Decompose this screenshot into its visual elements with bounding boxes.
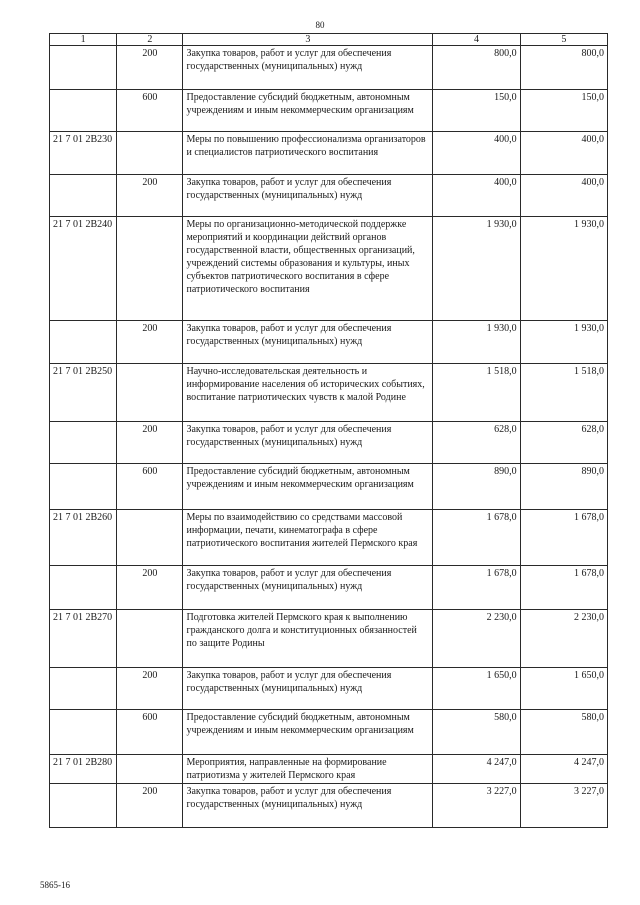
item-name: Меры по повышению профессионализма организаторов и специалистов патриотического воспитания <box>183 132 433 175</box>
target-article-code <box>50 566 117 610</box>
table-row <box>50 132 608 175</box>
amount-year-2: 2 230,0 <box>520 610 607 668</box>
amount-year-1: 3 227,0 <box>433 784 520 828</box>
page-number: 80 <box>315 20 325 30</box>
table-row <box>50 510 608 566</box>
amount-year-1: 2 230,0 <box>433 610 520 668</box>
target-article-code <box>50 46 117 90</box>
target-article-code <box>50 668 117 710</box>
target-article-code: 21 7 01 2В240 <box>50 217 117 321</box>
table-row <box>50 90 608 132</box>
amount-year-2: 580,0 <box>520 710 607 755</box>
target-article-code <box>50 710 117 755</box>
column-header: 1 <box>50 34 117 46</box>
target-article-code <box>50 175 117 217</box>
target-article-code <box>50 422 117 464</box>
expense-type-code: 200 <box>117 784 183 828</box>
table-row <box>50 422 608 464</box>
amount-year-1: 628,0 <box>433 422 520 464</box>
target-article-code <box>50 90 117 132</box>
item-name: Предоставление субсидий бюджетным, автономным учреждениям и иным некоммерческим организациям <box>183 464 433 510</box>
table-row <box>50 710 608 755</box>
amount-year-2: 150,0 <box>520 90 607 132</box>
amount-year-2: 4 247,0 <box>520 755 607 784</box>
document-code: 5865-16 <box>40 880 70 890</box>
item-name: Предоставление субсидий бюджетным, автономным учреждениям и иным некоммерческим организациям <box>183 710 433 755</box>
column-header: 2 <box>117 34 183 46</box>
table-row <box>50 321 608 364</box>
amount-year-2: 1 930,0 <box>520 217 607 321</box>
expense-type-code: 200 <box>117 668 183 710</box>
table-row <box>50 784 608 828</box>
table-row <box>50 566 608 610</box>
amount-year-1: 1 518,0 <box>433 364 520 422</box>
amount-year-1: 1 650,0 <box>433 668 520 710</box>
item-name: Закупка товаров, работ и услуг для обеспечения государственных (муниципальных) нужд <box>183 566 433 610</box>
amount-year-1: 1 930,0 <box>433 217 520 321</box>
amount-year-1: 4 247,0 <box>433 755 520 784</box>
expense-type-code <box>117 755 183 784</box>
amount-year-2: 1 650,0 <box>520 668 607 710</box>
expense-type-code: 200 <box>117 46 183 90</box>
amount-year-1: 400,0 <box>433 132 520 175</box>
expense-type-code: 600 <box>117 710 183 755</box>
amount-year-2: 400,0 <box>520 132 607 175</box>
amount-year-2: 1 518,0 <box>520 364 607 422</box>
item-name: Закупка товаров, работ и услуг для обеспечения государственных (муниципальных) нужд <box>183 46 433 90</box>
expense-type-code: 200 <box>117 566 183 610</box>
table-row <box>50 217 608 321</box>
expense-type-code <box>117 217 183 321</box>
amount-year-1: 400,0 <box>433 175 520 217</box>
amount-year-1: 800,0 <box>433 46 520 90</box>
table-row <box>50 46 608 90</box>
budget-table <box>49 33 608 828</box>
amount-year-1: 150,0 <box>433 90 520 132</box>
column-header: 4 <box>433 34 520 46</box>
item-name: Закупка товаров, работ и услуг для обеспечения государственных (муниципальных) нужд <box>183 422 433 464</box>
amount-year-2: 1 930,0 <box>520 321 607 364</box>
table-header <box>50 34 608 46</box>
target-article-code <box>50 784 117 828</box>
table-row <box>50 464 608 510</box>
table-body <box>50 46 608 828</box>
expense-type-code: 200 <box>117 175 183 217</box>
amount-year-2: 628,0 <box>520 422 607 464</box>
target-article-code: 21 7 01 2В260 <box>50 510 117 566</box>
item-name: Меры по организационно-методической поддержке мероприятий и координации действий органов государственной власти, общественных организаций, учреждений системы образования и культуры, иных субъектов патриотического воспитания в сфере патриотического воспитания <box>183 217 433 321</box>
target-article-code <box>50 464 117 510</box>
expense-type-code <box>117 132 183 175</box>
table-row <box>50 755 608 784</box>
target-article-code: 21 7 01 2В270 <box>50 610 117 668</box>
column-header: 5 <box>520 34 607 46</box>
expense-type-code: 600 <box>117 464 183 510</box>
item-name: Закупка товаров, работ и услуг для обеспечения государственных (муниципальных) нужд <box>183 321 433 364</box>
expense-type-code <box>117 610 183 668</box>
amount-year-1: 890,0 <box>433 464 520 510</box>
amount-year-2: 1 678,0 <box>520 566 607 610</box>
table-row <box>50 610 608 668</box>
target-article-code: 21 7 01 2В250 <box>50 364 117 422</box>
table-row <box>50 175 608 217</box>
amount-year-2: 890,0 <box>520 464 607 510</box>
item-name: Закупка товаров, работ и услуг для обеспечения государственных (муниципальных) нужд <box>183 668 433 710</box>
amount-year-1: 1 930,0 <box>433 321 520 364</box>
target-article-code: 21 7 01 2В230 <box>50 132 117 175</box>
expense-type-code <box>117 510 183 566</box>
item-name: Закупка товаров, работ и услуг для обеспечения государственных (муниципальных) нужд <box>183 175 433 217</box>
expense-type-code: 200 <box>117 422 183 464</box>
amount-year-1: 580,0 <box>433 710 520 755</box>
target-article-code <box>50 321 117 364</box>
column-header: 3 <box>183 34 433 46</box>
amount-year-2: 1 678,0 <box>520 510 607 566</box>
item-name: Меры по взаимодействию со средствами массовой информации, печати, кинематографа в сфере патриотического воспитания жителей Пермского края <box>183 510 433 566</box>
amount-year-2: 800,0 <box>520 46 607 90</box>
item-name: Закупка товаров, работ и услуг для обеспечения государственных (муниципальных) нужд <box>183 784 433 828</box>
table-row <box>50 668 608 710</box>
target-article-code: 21 7 01 2В280 <box>50 755 117 784</box>
expense-type-code <box>117 364 183 422</box>
item-name: Подготовка жителей Пермского края к выполнению гражданского долга и конституционных обязанностей по защите Родины <box>183 610 433 668</box>
amount-year-1: 1 678,0 <box>433 566 520 610</box>
item-name: Научно-исследовательская деятельность и информирование населения об исторических событиях, воспитание патриотических чувств к малой Родине <box>183 364 433 422</box>
amount-year-1: 1 678,0 <box>433 510 520 566</box>
expense-type-code: 200 <box>117 321 183 364</box>
amount-year-2: 400,0 <box>520 175 607 217</box>
amount-year-2: 3 227,0 <box>520 784 607 828</box>
table-row <box>50 364 608 422</box>
item-name: Предоставление субсидий бюджетным, автономным учреждениям и иным некоммерческим организациям <box>183 90 433 132</box>
item-name: Мероприятия, направленные на формирование патриотизма у жителей Пермского края <box>183 755 433 784</box>
expense-type-code: 600 <box>117 90 183 132</box>
